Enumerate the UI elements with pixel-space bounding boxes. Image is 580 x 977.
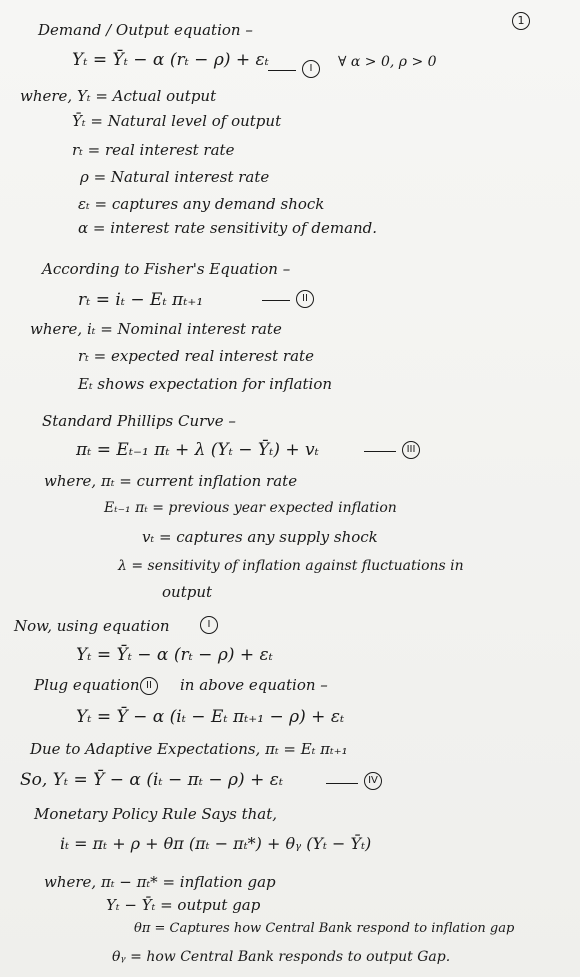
equation-fisher: rₜ = iₜ − Eₜ πₜ₊₁ <box>78 290 204 310</box>
equation-tag-1: I <box>302 60 320 78</box>
definition-natural-output: Ȳₜ = Natural level of output <box>72 112 282 130</box>
page-number: 1 <box>512 12 530 30</box>
plug-equation-line-cont: in above equation – <box>180 676 328 694</box>
equation-tag-dash <box>364 451 396 452</box>
adaptive-expectations-line: Due to Adaptive Expectations, πₜ = Eₜ πₜ₊₁ <box>30 740 348 758</box>
equation-tag-2: II <box>296 290 314 308</box>
equation-ref-1: I <box>200 616 218 634</box>
equation-adaptive: So, Yₜ = Ȳ − α (iₜ − πₜ − ρ) + εₜ <box>20 770 284 790</box>
phillips-heading: Standard Phillips Curve – <box>42 412 236 430</box>
plug-equation-line: Plug equation <box>34 676 140 694</box>
definition-output-gap: Yₜ − Ȳₜ = output gap <box>106 896 261 914</box>
monetary-policy-heading: Monetary Policy Rule Says that, <box>34 805 278 823</box>
equation-demand: Yₜ = Ȳₜ − α (rₜ − ρ) + εₜ <box>72 50 269 70</box>
fisher-heading: According to Fisher's Equation – <box>42 260 291 278</box>
equation-phillips: πₜ = Eₜ₋₁ πₜ + λ (Yₜ − Ȳₜ) + vₜ <box>76 440 319 460</box>
equation-tag-dash <box>262 300 290 301</box>
equation-tag-3: III <box>402 441 420 459</box>
definition-expected-real-rate: rₜ = expected real interest rate <box>78 347 314 365</box>
definition-lambda-cont: output <box>162 583 213 601</box>
definition-natural-rate: ρ = Natural interest rate <box>80 168 270 186</box>
definition-inflation-gap: where, πₜ − πₜ* = inflation gap <box>44 873 276 891</box>
equation-policy-rule: iₜ = πₜ + ρ + θπ (πₜ − πₜ*) + θᵧ (Yₜ − Ȳₜ) <box>60 834 372 853</box>
equation-tag-4: IV <box>364 772 382 790</box>
definition-alpha: α = interest rate sensitivity of demand. <box>78 219 378 237</box>
definition-nominal-rate: where, iₜ = Nominal interest rate <box>30 320 282 338</box>
equation-demand-restated: Yₜ = Ȳₜ − α (rₜ − ρ) + εₜ <box>76 645 273 665</box>
definition-actual-output: where, Yₜ = Actual output <box>20 87 217 105</box>
definition-theta-pi: θπ = Captures how Central Bank respond to inflation gap <box>134 921 515 936</box>
demand-output-heading: Demand / Output equation – <box>38 21 253 39</box>
definition-real-rate: rₜ = real interest rate <box>72 141 235 159</box>
definition-expected-inflation: Eₜ₋₁ πₜ = previous year expected inflation <box>104 500 397 516</box>
equation-tag-dash <box>326 783 358 784</box>
equation-tag-dash <box>268 70 296 71</box>
definition-supply-shock: vₜ = captures any supply shock <box>142 528 378 546</box>
now-using-line: Now, using equation <box>14 617 170 635</box>
equation-ref-2: II <box>140 677 158 695</box>
parameter-conditions: ∀ α > 0, ρ > 0 <box>338 54 437 70</box>
definition-lambda: λ = sensitivity of inflation against fluctuations in <box>118 558 464 574</box>
equation-substituted: Yₜ = Ȳ − α (iₜ − Eₜ πₜ₊₁ − ρ) + εₜ <box>76 707 345 727</box>
definition-theta-y: θᵧ = how Central Bank responds to output Gap. <box>112 949 451 965</box>
definition-expectation: Eₜ shows expectation for inflation <box>78 375 333 393</box>
definition-current-inflation: where, πₜ = current inflation rate <box>44 472 298 490</box>
definition-demand-shock: εₜ = captures any demand shock <box>78 195 325 213</box>
